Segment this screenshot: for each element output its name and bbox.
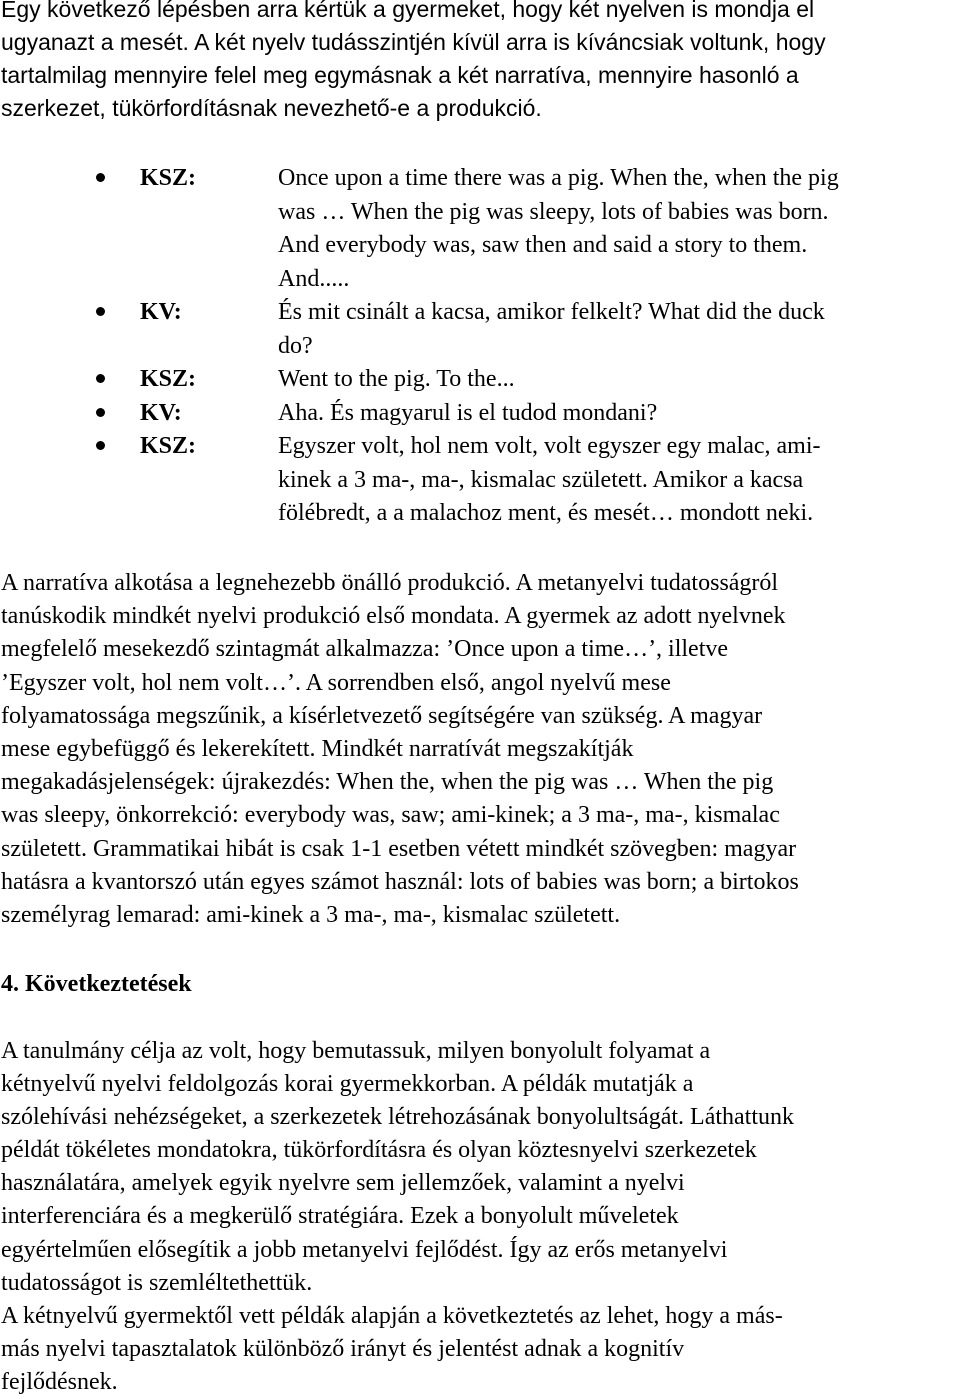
utterance-line: And..... [278,265,350,292]
analysis-line: tanúskodik mindkét nyelvi produkció első mondata. A gyermek az adott nyelvnek [1,603,786,630]
analysis-line: folyamatossága megszűnik, a kísérletvezető segítségére van szükség. A magyar [1,702,763,729]
conclusion-line: fejlődésnek. [1,1368,118,1395]
conclusion-line: kétnyelvű nyelvi feldolgozás korai gyermekkorban. A példák mutatják a [1,1071,694,1098]
conclusion-line: használatára, amelyek egyik nyelvre sem jellemzőek, valamint a nyelvi [1,1170,685,1197]
dialogue-transcript [96,162,960,531]
dialogue-turn [96,397,960,431]
dialogue-turn [96,363,960,397]
analysis-line: hatásra a kvantorszó után egyes számot használ: lots of babies was born; a birtokos [1,868,799,895]
analysis-line: A narratíva alkotása a legnehezebb önálló produkció. A metanyelvi tudatosságról [1,570,779,596]
utterance [278,162,960,296]
analysis-paragraph [1,567,960,932]
analysis-line: megakadásjelenségek: újrakezdés: When the, when the pig was … When the pig [1,769,774,796]
conclusion-line: interferenciára és a megkerülő stratégiára. Ezek a bonyolult műveletek [1,1203,679,1230]
bullet-icon [96,374,105,383]
utterance-line: Once upon a time there was a pig. When the, when the pig [278,165,839,191]
utterance-line: Went to the pig. To the... [278,366,515,392]
bullet-icon [96,173,105,182]
bullet-icon [96,307,105,316]
conclusion-paragraph [1,1035,960,1399]
speaker-label: KSZ: [140,433,197,459]
conclusion-line: A tanulmány célja az volt, hogy bemutassuk, milyen bonyolult folyamat a [1,1038,711,1064]
speaker-label: KSZ: [140,165,197,191]
utterance-line: was … When the pig was sleepy, lots of babies was born. [278,198,829,225]
bullet-icon [96,441,105,450]
utterance-line: fölébredt, a a malachoz ment, és mesét… mondott neki. [278,500,814,526]
conclusion-line: A kétnyelvű gyermektől vett példák alapján a következtetés az lehet, hogy a más- [1,1302,783,1329]
utterance-line: Aha. És magyarul is el tudod mondani? [278,399,658,426]
intro-line: szerkezet, tükörfordításnak nevezhető-e a produkció. [1,95,542,121]
analysis-line: was sleepy, önkorrekció: everybody was, saw; ami-kinek; a 3 ma-, ma-, kismalac [1,802,780,829]
intro-paragraph [1,0,956,125]
analysis-line: megfelelő mesekezdő szintagmát alkalmazza: ’Once upon a time…’, illetve [1,636,729,663]
analysis-line: született. Grammatikai hibát is csak 1-1 esetben vétett mindkét szövegben: magyar [1,835,797,862]
analysis-line: személyrag lemarad: ami-kinek a 3 ma-, ma-, kismalac született. [1,902,621,929]
intro-line: Egy következő lépésben arra kértük a gyermeket, hogy két nyelven is mondja el [1,0,815,22]
intro-line: tartalmilag mennyire felel meg egymásnak a két narratíva, mennyire hasonló a [1,62,799,88]
dialogue-turn [96,296,960,363]
utterance [278,363,960,397]
utterance-line: do? [278,332,313,359]
speaker-label: KV: [140,299,182,325]
conclusion-line: példát tökéletes mondatokra, tükörfordításra és olyan köztesnyelvi szerkezetek [1,1137,757,1164]
dialogue-turn [96,162,960,296]
bullet-icon [96,408,105,417]
speaker-label: KSZ: [140,366,197,392]
utterance [278,430,960,531]
utterance-line: kinek a 3 ma-, ma-, kismalac született. Amikor a kacsa [278,466,804,493]
utterance-line: And everybody was, saw then and said a story to them. [278,232,808,258]
analysis-line: mese egybefüggő és lekerekített. Mindkét narratívát megszakítják [1,736,634,763]
dialogue-turn [96,430,960,531]
analysis-line: ’Egyszer volt, hol nem volt…’. A sorrendben első, angol nyelvű mese [1,669,671,696]
utterance [278,397,960,431]
section-heading: 4. Következtetések [1,971,192,997]
utterance-line: És mit csinált a kacsa, amikor felkelt? What did the duck [278,299,825,325]
utterance [278,296,960,363]
conclusion-line: tudatosságot is szemléltethettük. [1,1269,313,1296]
speaker-label: KV: [140,399,182,426]
conclusion-line: egyértelműen elősegítik a jobb metanyelvi fejlődést. Így az erős metanyelvi [1,1236,728,1263]
conclusion-line: szólehívási nehézségeket, a szerkezetek létrehozásának bonyolultságát. Láthattunk [1,1104,794,1131]
utterance-line: Egyszer volt, hol nem volt, volt egyszer egy malac, ami- [278,433,821,459]
conclusion-line: más nyelvi tapasztalatok különböző irányt és jelentést adnak a kognitív [1,1335,685,1362]
intro-line: ugyanazt a mesét. A két nyelv tudásszintjén kívül arra is kíváncsiak voltunk, hogy [1,29,826,55]
